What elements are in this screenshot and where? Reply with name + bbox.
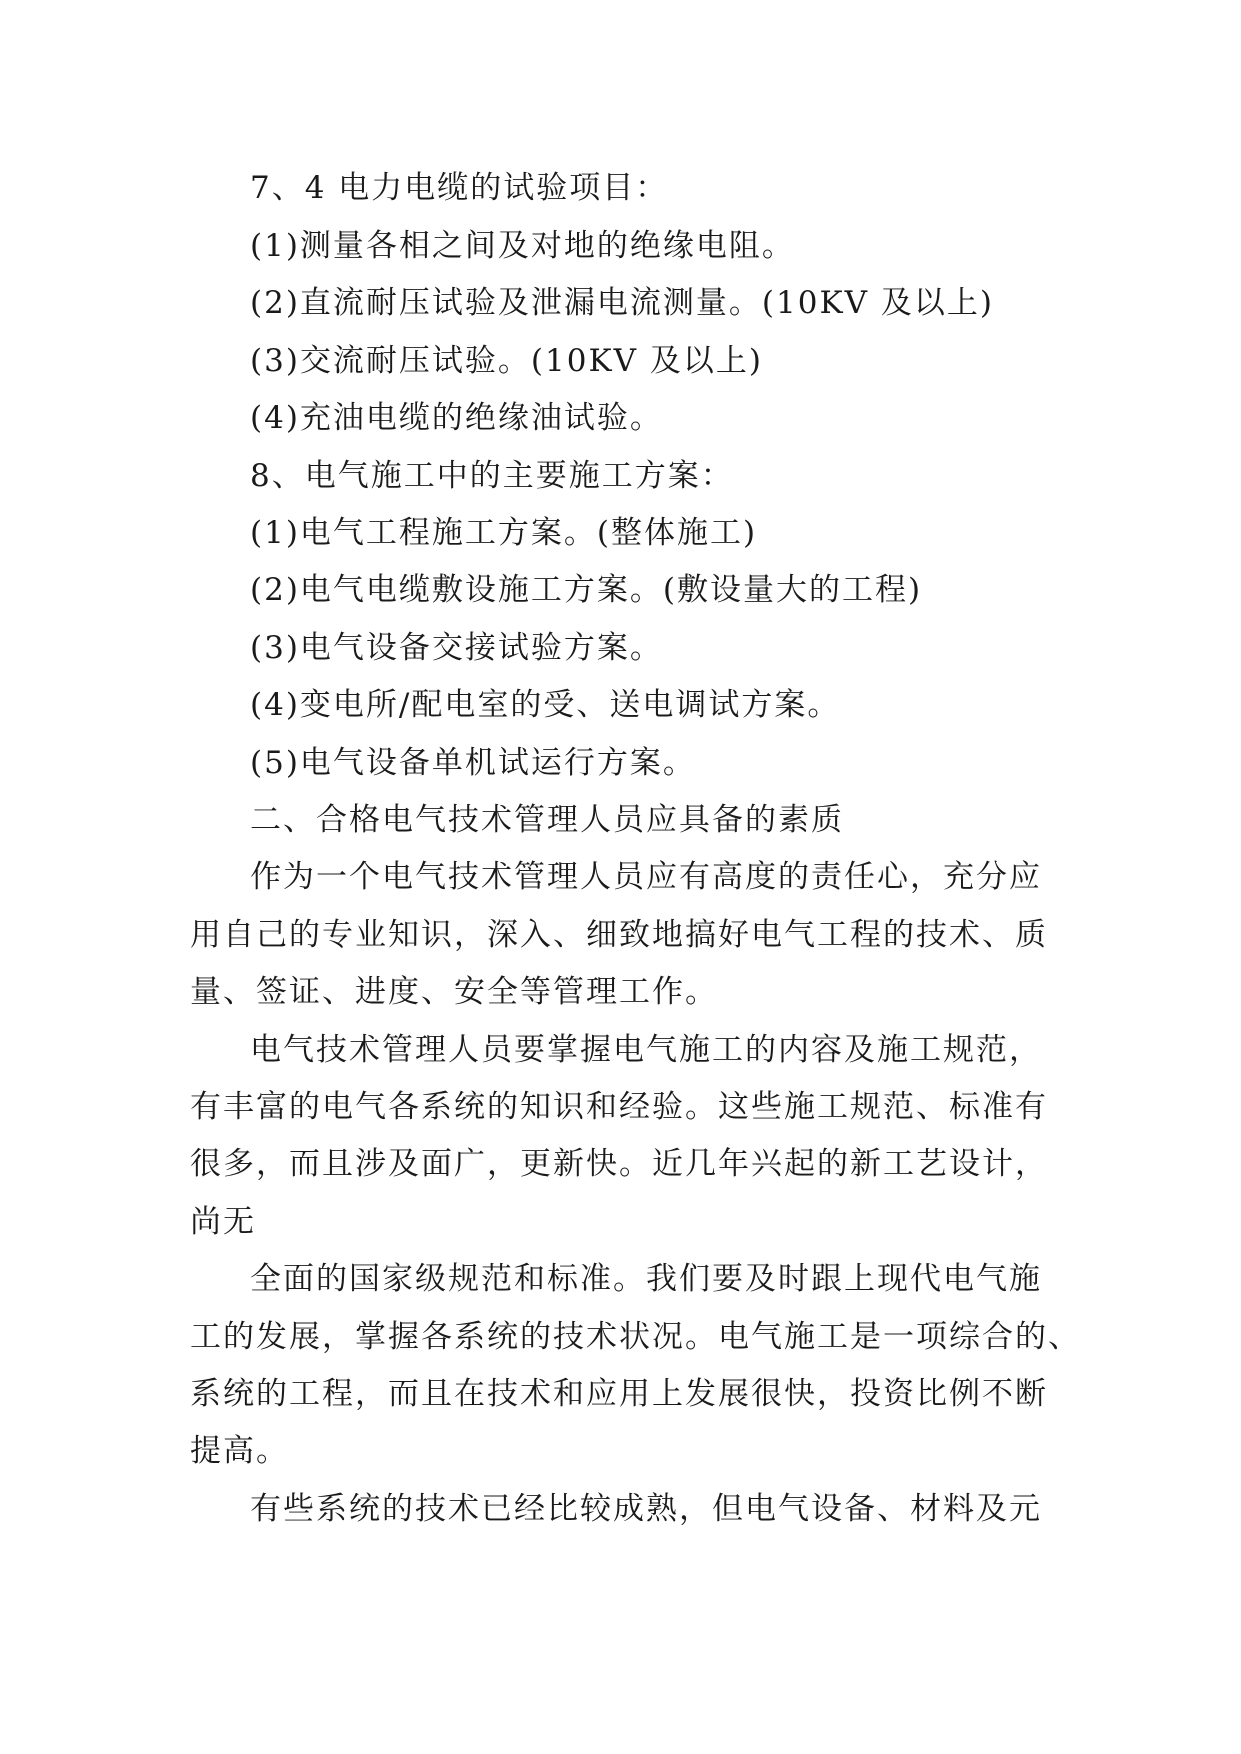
heading-construction-plans: 8、电气施工中的主要施工方案： — [250, 458, 734, 494]
section-heading: 二、合格电气技术管理人员应具备的素质 — [250, 802, 844, 838]
paragraph-line: 提高。 — [190, 1433, 289, 1469]
paragraph-line: 有些系统的技术已经比较成熟，但电气设备、材料及元 — [250, 1491, 1042, 1527]
heading-cable-test-items: 7、4 电力电缆的试验项目： — [250, 170, 669, 206]
paragraph-line: 用自己的专业知识，深入、细致地搞好电气工程的技术、质 — [190, 917, 1048, 953]
list-item: (1)测量各相之间及对地的绝缘电阻。 — [250, 228, 795, 264]
paragraph-line: 尚无 — [190, 1204, 256, 1240]
paragraph-line: 全面的国家级规范和标准。我们要及时跟上现代电气施 — [250, 1261, 1042, 1297]
paragraph-line: 工的发展，掌握各系统的技术状况。电气施工是一项综合的、 — [190, 1319, 1081, 1355]
paragraph-line: 电气技术管理人员要掌握电气施工的内容及施工规范， — [250, 1032, 1042, 1068]
paragraph-line: 量、签证、进度、安全等管理工作。 — [190, 974, 718, 1010]
list-item: (3)交流耐压试验。(10KV 及以上) — [250, 343, 763, 379]
paragraph-line: 很多，而且涉及面广，更新快。近几年兴起的新工艺设计， — [190, 1146, 1048, 1182]
list-item: (3)电气设备交接试验方案。 — [250, 630, 663, 666]
list-item: (2)直流耐压试验及泄漏电流测量。(10KV 及以上) — [250, 285, 994, 321]
list-item: (1)电气工程施工方案。(整体施工) — [250, 515, 758, 551]
list-item: (2)电气电缆敷设施工方案。(敷设量大的工程) — [250, 572, 923, 608]
list-item: (4)充油电缆的绝缘油试验。 — [250, 400, 663, 436]
list-item: (5)电气设备单机试运行方案。 — [250, 745, 696, 781]
paragraph-line: 系统的工程，而且在技术和应用上发展很快，投资比例不断 — [190, 1376, 1048, 1412]
list-item: (4)变电所/配电室的受、送电调试方案。 — [250, 687, 841, 723]
paragraph-line: 作为一个电气技术管理人员应有高度的责任心，充分应 — [250, 859, 1042, 895]
paragraph-line: 有丰富的电气各系统的知识和经验。这些施工规范、标准有 — [190, 1089, 1048, 1125]
